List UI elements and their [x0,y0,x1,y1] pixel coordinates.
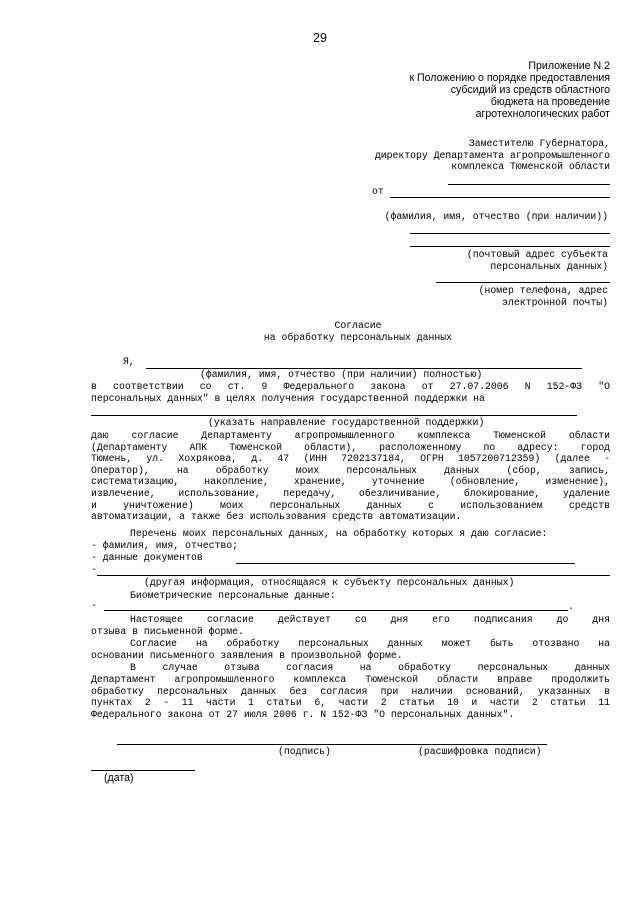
biometric-label: Биометрические персональные данные: [130,590,336,601]
addressee-line: Заместителю Губернатора, [468,138,610,149]
fio-caption: (фамилия, имя, отчество (при наличии)) [384,211,608,222]
date-label: (дата) [104,772,134,784]
phone-caption: (номер телефона, адрес электронной почты) [478,285,608,308]
appendix-line: бюджета на проведение [490,96,610,108]
addressee-line: директору Департамента агропромышленного [374,149,610,161]
appendix-header [409,60,610,120]
consent-paragraph-line: в соответствии со ст. 9 Федерального закона от 27.07.2006 N 152-ФЗ "О [91,381,610,392]
case-paragraph: Департамент агропромышленного комплекса Тюменской области вправе продолжить обработку персональных данных без согласия при наличии оснований, указанных в пунктах 2 - 11 части 1 статьи 6, части 2 статьи 10 и части 2 статьи 11 Федерального закона от 27 июля 2006 г. N 152-ФЗ "О персональных данных". [91,674,610,720]
documents-line [236,563,575,564]
title-line: на обработку персональных данных [263,331,453,343]
revoke-line: Согласие на обработку персональных данных может быть отозвано на [130,638,610,649]
biometric-line [104,610,568,611]
validity-line: Настоящее согласие действует со дня его подписания до дня [130,614,610,625]
addressee-line: комплекса Тюменской области [451,161,610,173]
signature-decode-caption: (расшифровка подписи) [418,746,542,757]
appendix-line: Приложение N 2 [528,60,610,72]
direction-caption: (указать направление государственной поддержки) [208,417,485,428]
from-fio-line [390,197,610,198]
postal-line-2 [410,246,610,247]
from-label: от [372,186,384,197]
list-item: - [91,564,97,575]
addressee-blank-line [448,184,610,185]
list-intro: Перечень моих персональных данных, на обработку которых я даю согласие: [130,528,548,539]
case-line: В случае отзыва согласия на обработку персональных данных [130,662,610,673]
title-line: Согласие [334,320,382,331]
appendix-line: агротехнологических работ [475,108,610,120]
page-number: 29 [313,31,327,45]
direction-line [91,415,577,416]
list-item: - фамилия, имя, отчество; [91,540,238,551]
signature-caption: (подпись) [278,746,331,757]
other-info-line [97,575,610,576]
consent-paragraph: даю согласие Департаменту агропромышленного комплекса Тюменской области (Департаменту АПК Тюменской области), расположенному по адресу: город Тюмень, ул. Хохрякова, д. 47 (ИНН 7202137184, ОГРН 1057200712359) (далее - Оператор), на обработку моих персональных данных (сбор, запись, систематизацию, накопление, хранение, уточнение (обновление, изменение), извлечение, использование, передачу, обезличивание, блокирование, удаление и уничтожение) моих персональных данных с использованием средств автоматизации, а также без использования средств автоматизации. [91,430,610,523]
addressee-block [375,138,610,173]
list-item: - данные документов [91,552,203,563]
document-title [0,320,640,343]
date-line [91,770,195,771]
ya-label: Я, [123,356,135,367]
postal-caption: (почтовый адрес субъекта персональных данных) [466,249,608,272]
validity-line: отзыва в письменной форме. [91,626,244,637]
consent-paragraph-line: персональных данных" в целях получения государственной поддержки на [91,393,485,404]
appendix-line: к Положению о порядке предоставления [409,72,610,84]
fio-full-caption: (фамилия, имя, отчество (при наличии) полностью) [200,369,483,380]
appendix-line: субсидий из средств областного [450,84,610,96]
other-info-caption: (другая информация, относящаяся к субъекту персональных данных) [144,577,515,588]
biometric-end: . [568,601,574,612]
phone-line [436,282,610,283]
revoke-line: основании письменного заявления в произвольной форме. [91,650,403,661]
biometric-dash: - [91,600,97,611]
signature-line [117,744,547,745]
postal-line-1 [410,233,610,234]
